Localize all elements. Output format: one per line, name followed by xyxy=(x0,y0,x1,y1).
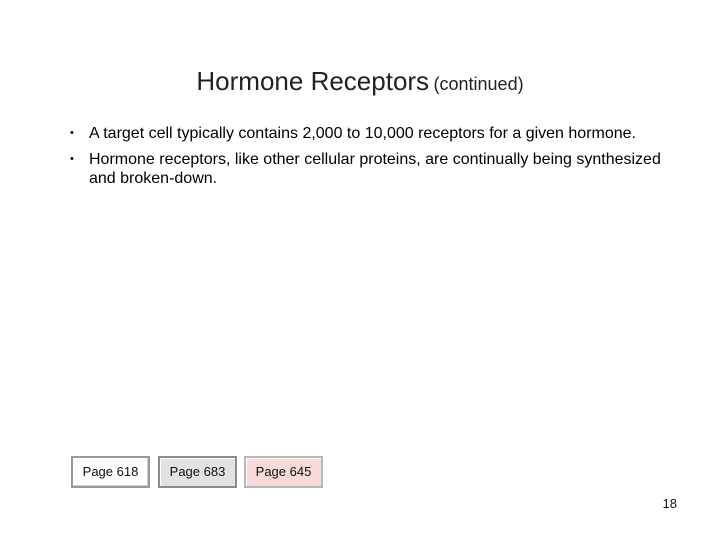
bullet-marker-icon: • xyxy=(70,127,74,139)
bullet-text: Hormone receptors, like other cellular proteins, are continually being synthesized and broken-down. xyxy=(89,151,661,187)
title-main-text: Hormone Receptors xyxy=(196,66,430,96)
slide-title xyxy=(0,66,720,97)
slide-number: 18 xyxy=(662,496,677,511)
page-683-button[interactable]: Page 683 xyxy=(158,456,237,488)
page-618-button[interactable]: Page 618 xyxy=(71,456,150,488)
bullet-marker-icon: • xyxy=(70,153,74,165)
title-continued-text: (continued) xyxy=(433,74,524,94)
bullet-text: A target cell typically contains 2,000 to 10,000 receptors for a given hormone. xyxy=(89,125,636,142)
page-645-button[interactable]: Page 645 xyxy=(244,456,323,488)
bullet-item xyxy=(70,150,670,188)
bullet-list xyxy=(70,124,670,195)
bullet-item xyxy=(70,124,670,143)
